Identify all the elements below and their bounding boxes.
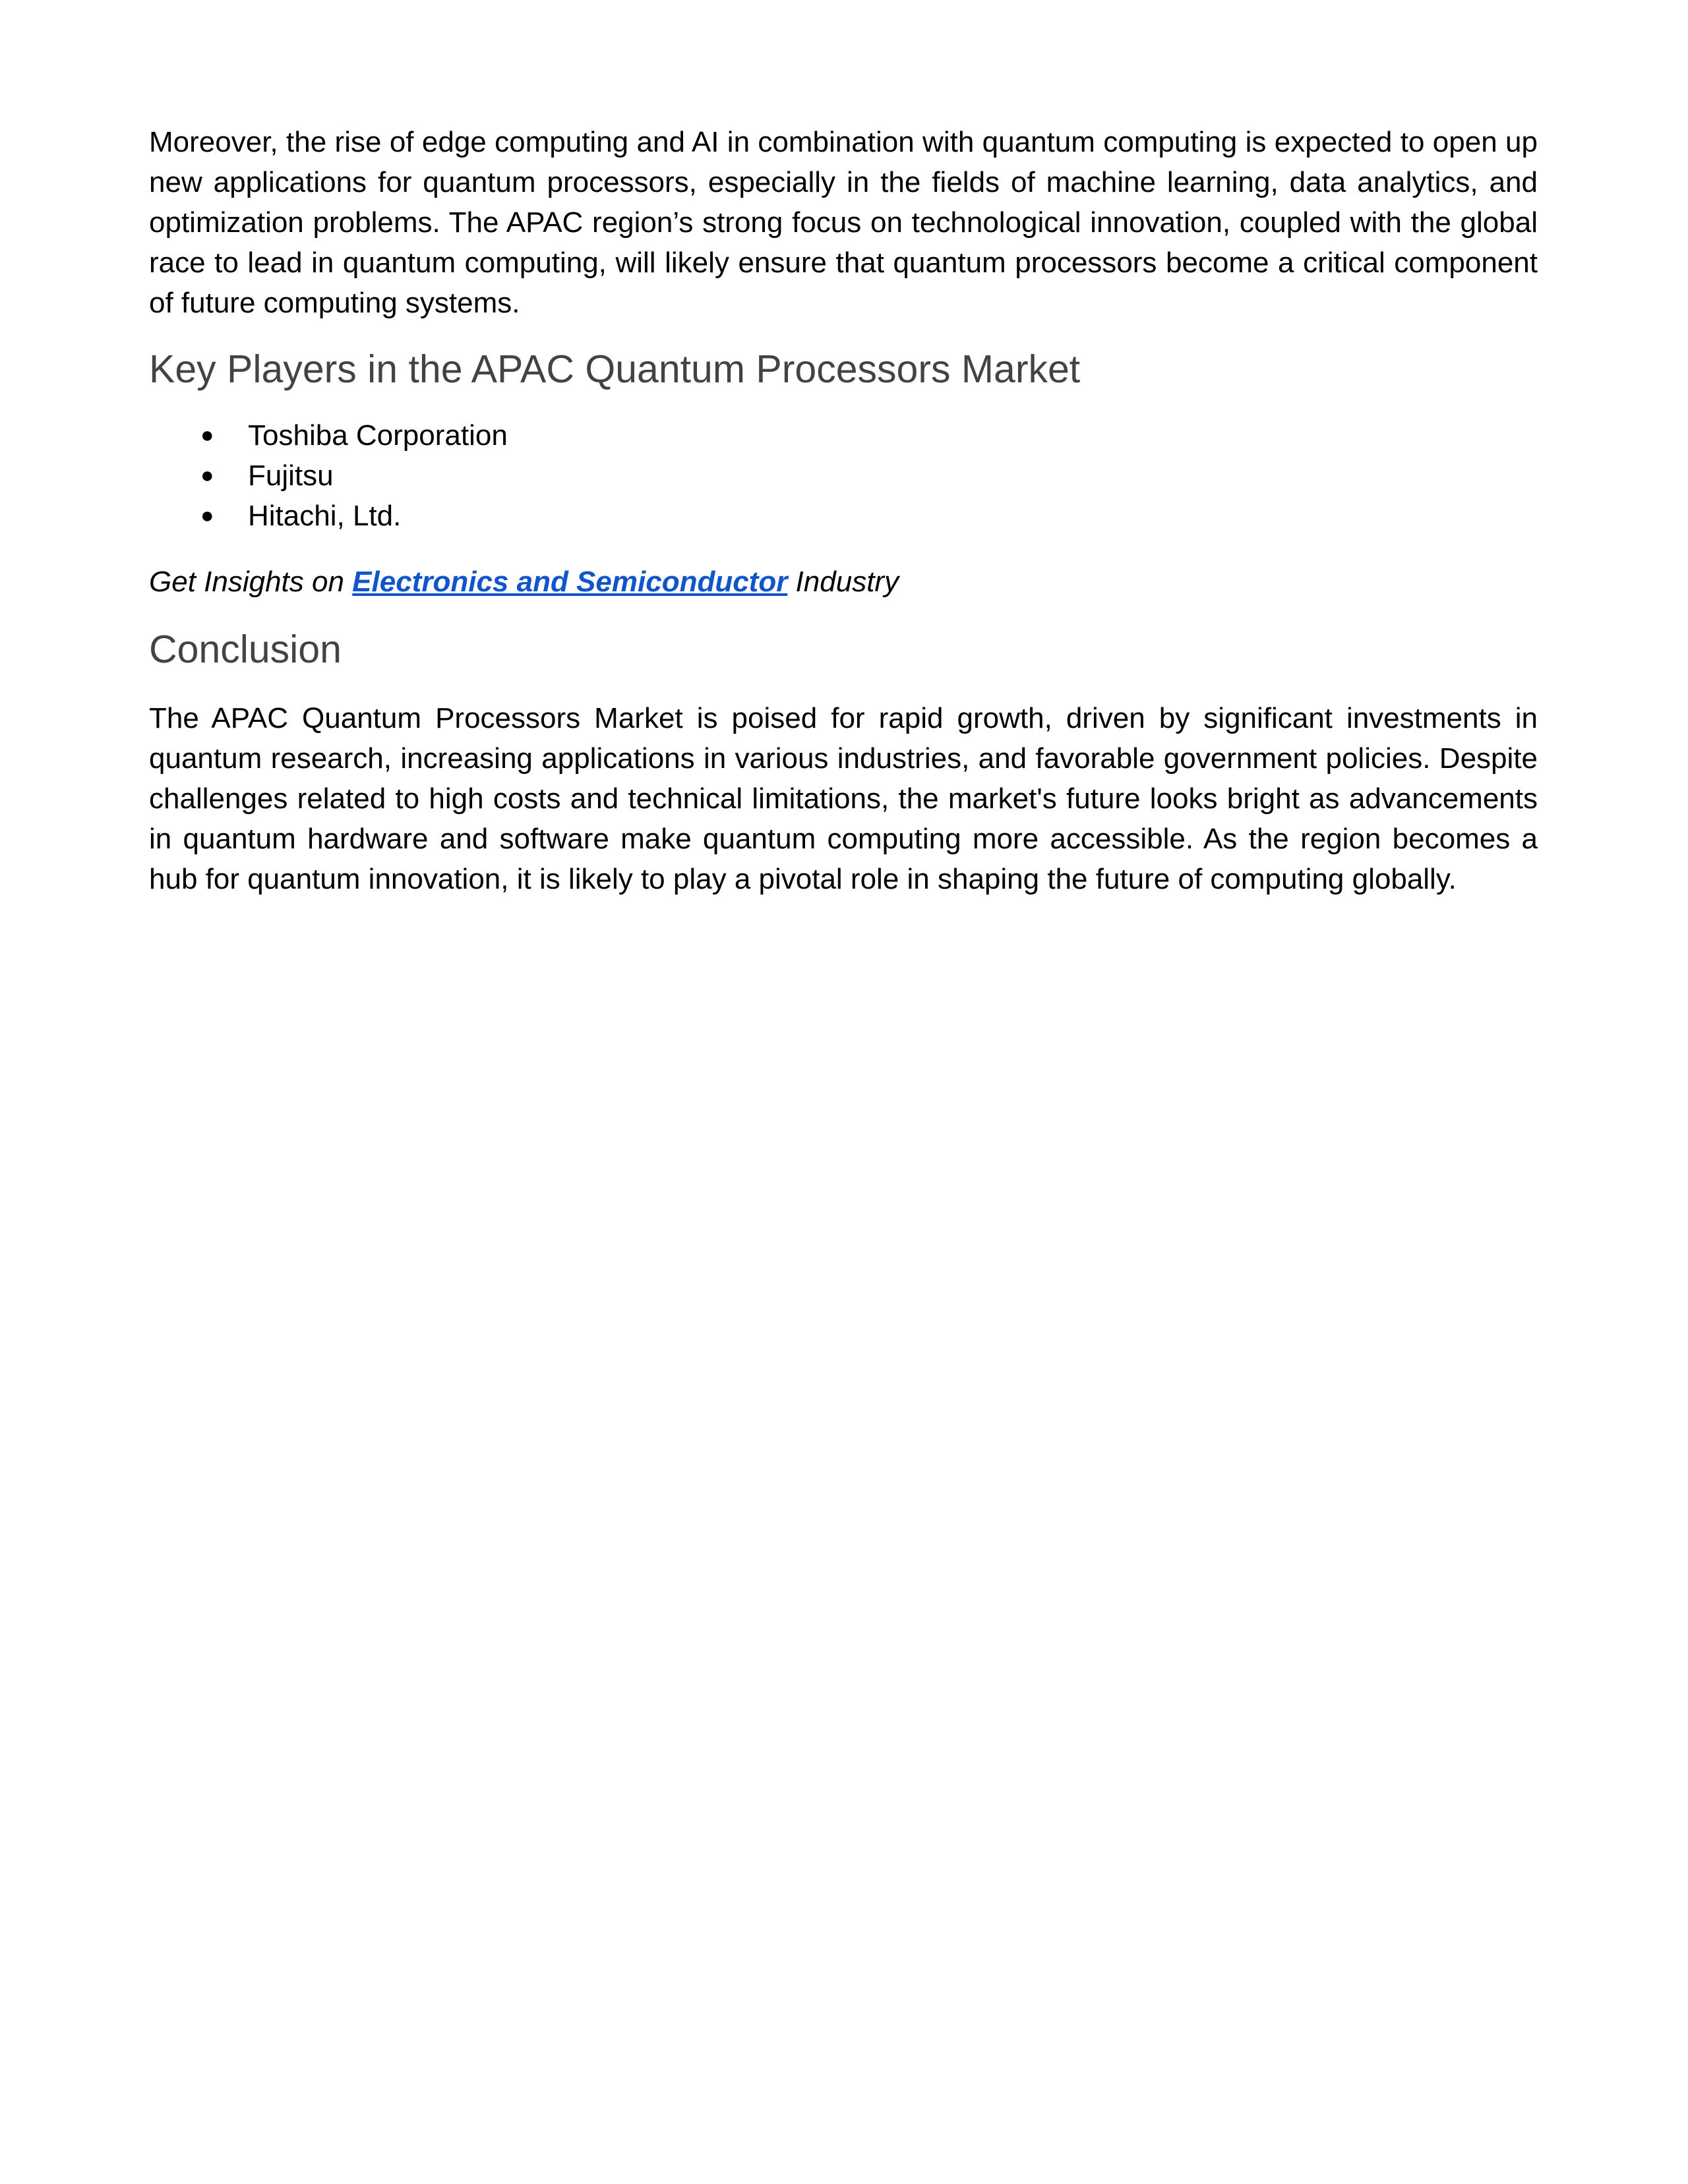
conclusion-heading: Conclusion — [149, 628, 342, 671]
key-players-heading: Key Players in the APAC Quantum Processors Market — [149, 347, 1081, 391]
insights-line — [149, 562, 1538, 602]
list-item — [149, 415, 1538, 456]
list-item — [149, 496, 1538, 536]
conclusion-paragraph: The APAC Quantum Processors Market is poised for rapid growth, driven by significant investments in quantum research, increasing applications in various industries, and favorable government policies. Despite challenges related to high costs and technical limitations, the market's future looks bright as advancements in quantum hardware and software make quantum computing more accessible. As the region becomes a hub for quantum innovation, it is likely to play a pivotal role in shaping the future of computing globally. — [149, 702, 1538, 895]
bullet-icon: ● — [200, 503, 214, 528]
industry-link[interactable]: Electronics and Semiconductor — [352, 566, 788, 598]
key-players-list — [149, 415, 1538, 536]
insights-prefix: Get Insights on — [149, 566, 353, 598]
intro-paragraph: Moreover, the rise of edge computing and AI in combination with quantum computing is expected to open up new applications for quantum processors, especially in the fields of machine learning, data analytics, and optimization problems. The APAC region’s strong focus on technological innovation, coupled with the global race to lead in quantum computing, will likely ensure that quantum processors become a critical component of future computing systems. — [149, 126, 1538, 319]
list-item-label: Hitachi, Ltd. — [248, 500, 402, 532]
document-page — [149, 119, 1538, 899]
bullet-icon: ● — [200, 423, 214, 448]
list-item-label: Fujitsu — [248, 459, 334, 492]
insights-suffix: Industry — [787, 566, 899, 598]
list-item — [149, 456, 1538, 496]
bullet-icon: ● — [200, 463, 214, 488]
list-item-label: Toshiba Corporation — [248, 419, 508, 452]
